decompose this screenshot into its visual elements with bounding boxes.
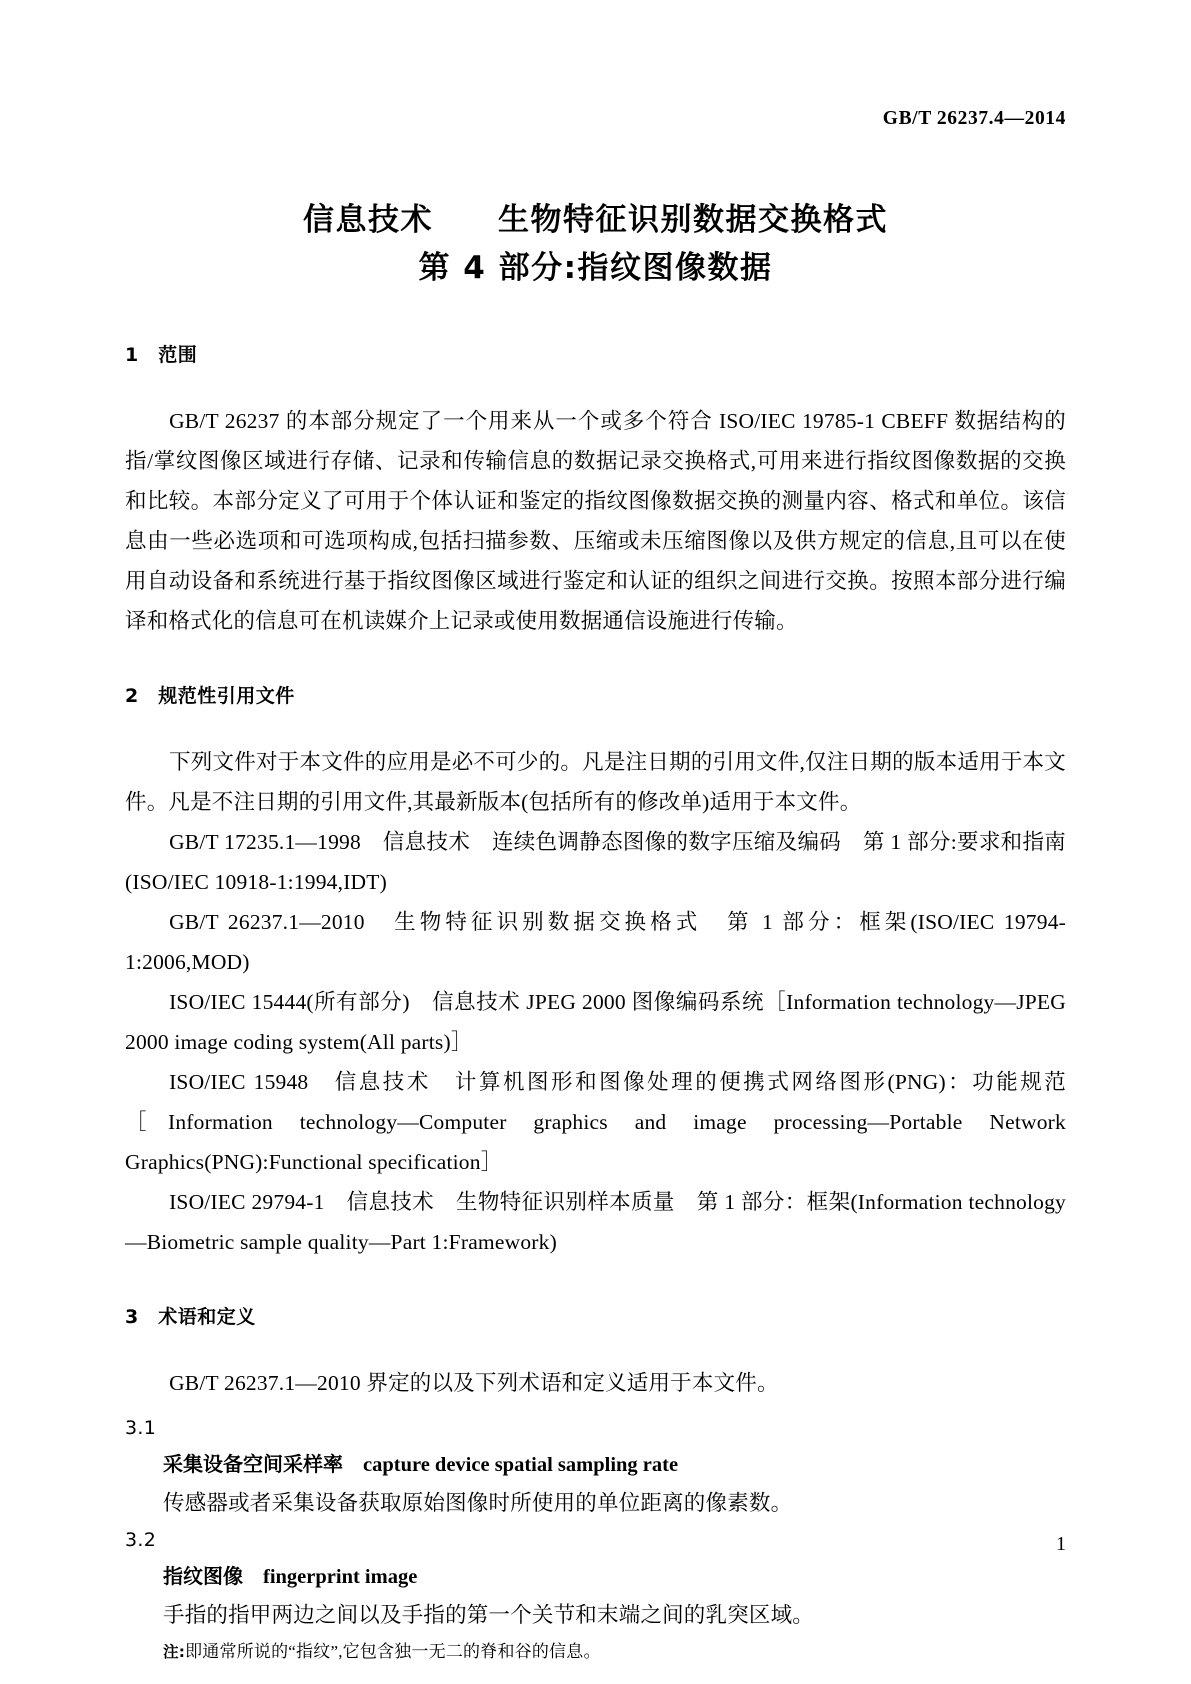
- page-number: 1: [1056, 1533, 1066, 1555]
- term-note-text: 即通常所说的“指纹”,它包含独一无二的脊和谷的信息。: [185, 1642, 601, 1661]
- page-title: [125, 196, 1066, 292]
- term-title-cn: 采集设备空间采样率: [163, 1452, 343, 1476]
- title-line-1: 信息技术 生物特征识别数据交换格式: [303, 202, 888, 238]
- scope-paragraph: GB/T 26237 的本部分规定了一个用来从一个或多个符合 ISO/IEC 19785-1 CBEFF 数据结构的指/掌纹图像区域进行存储、记录和传输信息的数据记录交换格式,可用来进行指纹图像数据的交换和比较。本部分定义了可用于个体认证和鉴定的指纹图像数据交换的测量内容、格式和单位。该信息由一些必选项和可选项构成,包括扫描参数、压缩或未压缩图像以及供方规定的信息,且可以在使用自动设备和系统进行基于指纹图像区域进行鉴定和认证的组织之间进行交换。按照本部分进行编译和格式化的信息可在机读媒介上记录或使用数据通信设施进行传输。: [125, 409, 1066, 633]
- standard-number: GB/T 26237.4—2014: [882, 108, 1066, 129]
- term-title-en: capture device spatial sampling rate: [363, 1454, 679, 1476]
- term-title-cn: 指纹图像: [163, 1564, 243, 1588]
- reference-item: ISO/IEC 29794-1 信息技术 生物特征识别样本质量 第 1 部分：框架(Information technology—Biometric sample quality—Part 1:Framework): [125, 1190, 1066, 1254]
- document-body: [125, 340, 1066, 1669]
- section-heading-terms: 3 术语和定义: [125, 1306, 256, 1328]
- term-title-en: fingerprint image: [263, 1566, 418, 1588]
- title-line-2: 第 4 部分:指纹图像数据: [418, 250, 773, 286]
- term-number: 3.1: [125, 1417, 157, 1439]
- term-spacer: [343, 1452, 363, 1476]
- references-intro: 下列文件对于本文件的应用是必不可少的。凡是注日期的引用文件,仅注日期的版本适用于本文件。凡是不注日期的引用文件,其最新版本(包括所有的修改单)适用于本文件。: [125, 750, 1066, 814]
- term-spacer: [243, 1564, 263, 1588]
- terms-intro: GB/T 26237.1—2010 界定的以及下列术语和定义适用于本文件。: [169, 1371, 779, 1395]
- term-definition: 传感器或者采集设备获取原始图像时所使用的单位距离的像素数。: [163, 1491, 793, 1515]
- term-title: [125, 1445, 1066, 1484]
- page-header: [125, 108, 1066, 130]
- term-number: 3.2: [125, 1529, 157, 1551]
- reference-item: ISO/IEC 15948 信息技术 计算机图形和图像处理的便携式网络图形(PNG)：功能规范［Information technology—Computer graphics and image processing—Portable Network Graphics(PNG):Functional specification］: [125, 1070, 1066, 1174]
- term-definition: 手指的指甲两边之间以及手指的第一个关节和末端之间的乳突区域。: [163, 1603, 815, 1627]
- reference-item: GB/T 17235.1—1998 信息技术 连续色调静态图像的数字压缩及编码 第 1 部分:要求和指南(ISO/IEC 10918-1:1994,IDT): [125, 830, 1066, 894]
- reference-item: ISO/IEC 15444(所有部分) 信息技术 JPEG 2000 图像编码系统［Information technology—JPEG 2000 image coding system(All parts)］: [125, 990, 1066, 1054]
- section-heading-scope: 1 范围: [125, 344, 198, 366]
- section-heading-references: 2 规范性引用文件: [125, 685, 295, 707]
- reference-item: GB/T 26237.1—2010 生物特征识别数据交换格式 第 1 部分：框架(ISO/IEC 19794-1:2006,MOD): [125, 910, 1066, 974]
- term-title: [125, 1557, 1066, 1596]
- term-note-label: 注:: [163, 1643, 186, 1661]
- term-note: [125, 1635, 1066, 1669]
